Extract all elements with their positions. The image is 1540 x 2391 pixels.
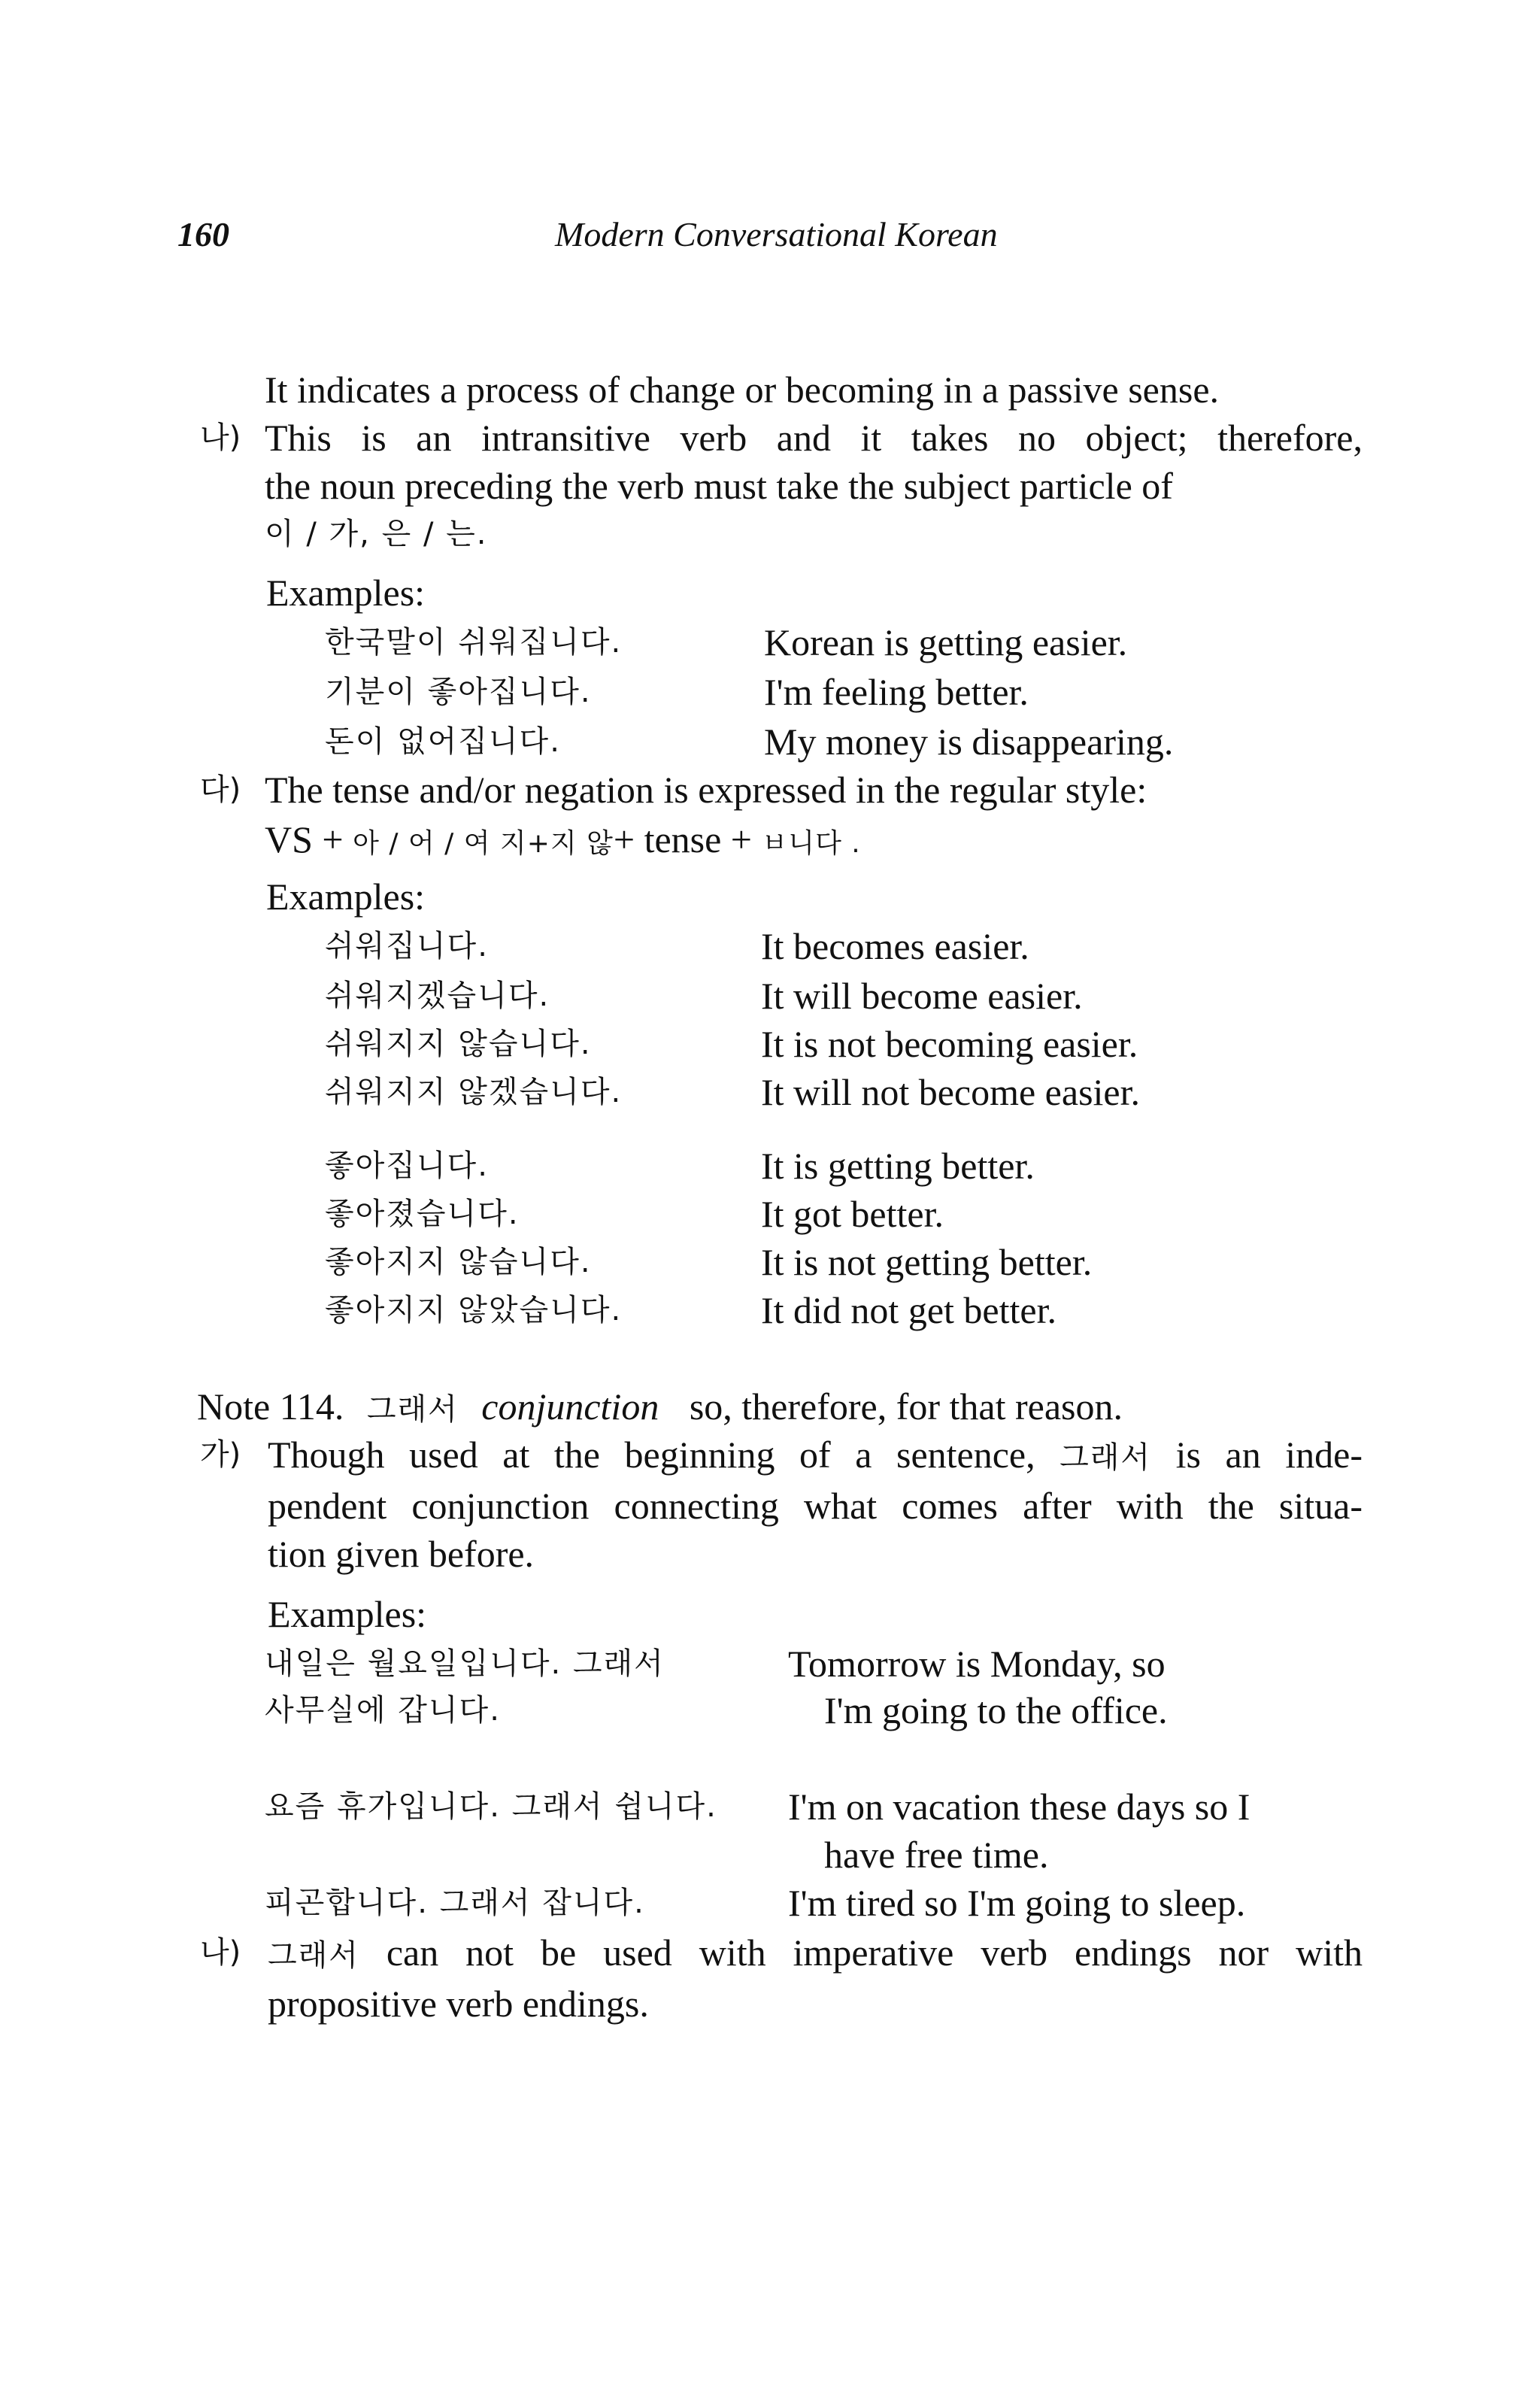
example-english: It will become easier. <box>761 975 1083 1017</box>
na-line-2: the noun preceding the verb must take the subject particle of <box>265 465 1173 507</box>
ga-line-1 <box>268 1431 1363 1482</box>
examples-label: Examples: <box>266 875 426 918</box>
formula-line <box>265 815 861 868</box>
ga-line-1-word: 그래서 <box>1060 1440 1152 1475</box>
page-number: 160 <box>177 215 229 253</box>
ga-line-3: tion given before. <box>268 1533 535 1575</box>
example-korean: 한국말이 쉬워집니다. <box>325 625 623 660</box>
note-gloss: so, therefore, for that reason. <box>689 1385 1123 1428</box>
note-na-paragraph <box>268 1928 1363 2028</box>
example-korean: 사무실에 갑니다. <box>265 1693 501 1728</box>
example-english: Tomorrow is Monday, so <box>788 1643 1166 1685</box>
example-english: have free time. <box>824 1834 1049 1876</box>
examples-label: Examples: <box>266 572 426 614</box>
example-english: I'm going to the office. <box>824 1689 1168 1731</box>
ga-line-1c: is an inde- <box>1175 1434 1363 1476</box>
ga-line-1a: Though used at the beginning of a sentence, <box>268 1434 1035 1476</box>
da-line: The tense and/or negation is expressed in the regular style: <box>265 769 1147 811</box>
na-marker: 나) <box>200 1935 241 1970</box>
example-korean: 좋아집니다. <box>325 1148 489 1183</box>
example-english: I'm on vacation these days so I <box>788 1786 1250 1828</box>
example-english: It got better. <box>761 1193 944 1235</box>
example-korean: 쉬워지지 않겠습니다. <box>325 1075 623 1109</box>
formula-ending: ㅂ니다 . <box>761 828 861 859</box>
ga-paragraph <box>268 1431 1363 1578</box>
ga-marker: 가) <box>200 1437 241 1472</box>
ga-line-2: pendent conjunction connecting what comes after with the situa- <box>268 1485 1363 1527</box>
example-korean: 쉬워지지 않습니다. <box>325 1027 592 1061</box>
note-na-line-1 <box>268 1928 1363 1980</box>
example-english: It is getting better. <box>761 1145 1035 1187</box>
note-heading <box>197 1382 1123 1434</box>
example-korean: 좋아지지 않습니다. <box>325 1245 592 1279</box>
example-english: Korean is getting easier. <box>764 621 1128 663</box>
note-na-line-2: propositive verb endings. <box>268 1983 649 2025</box>
running-title: Modern Conversational Korean <box>555 215 998 253</box>
da-marker: 다) <box>200 772 241 807</box>
example-english: I'm tired so I'm going to sleep. <box>788 1882 1246 1924</box>
example-korean: 돈이 없어집니다. <box>325 724 561 759</box>
formula-vs: VS + <box>265 818 353 860</box>
example-korean: 기분이 좋아집니다. <box>325 675 592 709</box>
note-label: Note 114. <box>197 1385 344 1428</box>
example-korean: 피곤합니다. 그래서 잡니다. <box>265 1886 645 1920</box>
note-na-line-1b: can not be used with imperative verb endings nor with <box>386 1931 1363 1974</box>
na-line-1: This is an intransitive verb and it takes no object; therefore, <box>265 417 1363 459</box>
example-english: It will not become easier. <box>761 1071 1141 1113</box>
example-english: I'm feeling better. <box>764 671 1029 713</box>
examples-label: Examples: <box>268 1593 427 1635</box>
example-korean: 좋아지지 않았습니다. <box>325 1293 623 1327</box>
example-english: It did not get better. <box>761 1289 1056 1331</box>
example-korean: 쉬워집니다. <box>325 929 489 963</box>
note-word: 그래서 <box>366 1392 459 1427</box>
na-paragraph <box>265 414 1363 510</box>
intro-line: It indicates a process of change or becoming in a passive sense. <box>265 369 1220 411</box>
na-marker: 나) <box>200 420 241 455</box>
note-na-word: 그래서 <box>268 1938 359 1973</box>
particle-line: 이 / 가, 은 / 는. <box>265 517 488 551</box>
example-korean: 좋아졌습니다. <box>325 1197 520 1231</box>
note-pos: conjunction <box>481 1385 659 1428</box>
example-korean: 요즘 휴가입니다. 그래서 쉽니다. <box>265 1789 717 1824</box>
example-english: It is not getting better. <box>761 1241 1093 1283</box>
example-english: It is not becoming easier. <box>761 1023 1138 1065</box>
formula-endings: 아 / 어 / 여 지+지 않 <box>353 828 614 859</box>
formula-tense: + tense + <box>613 818 762 860</box>
example-korean: 쉬워지겠습니다. <box>325 979 550 1013</box>
example-korean: 내일은 월요일입니다. 그래서 <box>265 1646 665 1681</box>
example-english: It becomes easier. <box>761 925 1029 967</box>
example-english: My money is disappearing. <box>764 721 1174 763</box>
